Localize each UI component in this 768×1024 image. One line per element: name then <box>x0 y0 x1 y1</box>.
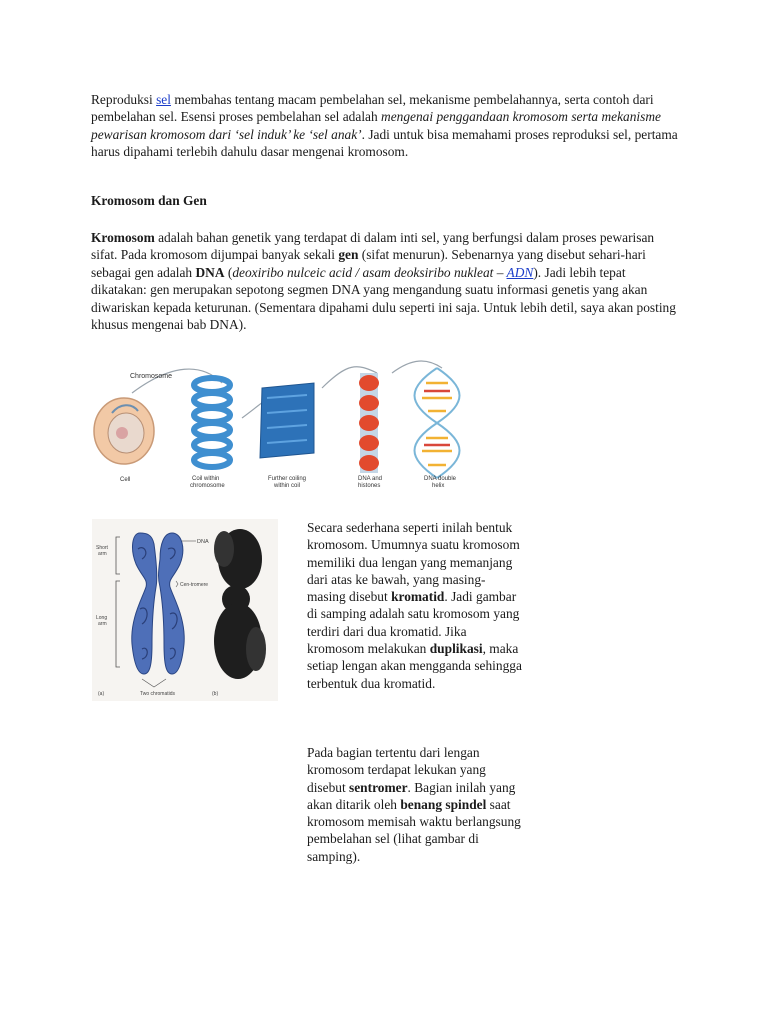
sel-link[interactable]: sel <box>156 92 171 107</box>
caption-coil-2: chromosome <box>190 483 225 489</box>
text: Pada bagian tertentu dari lengan kromosom terdapat lekukan yang disebut <box>307 745 486 795</box>
text: Secara sederhana seperti inilah bentuk kromosom. Umumnya suatu kromosom memiliki dua lengan yang memanjang dari atas ke bawah, yang masing-masing disebut <box>307 520 520 605</box>
italic-text: mengenai penggandaan kromosom serta mekanisme pewarisan kromosom dari ‘sel induk’ ke ‘sel anak’ <box>91 109 661 142</box>
caption-cell: Cell <box>120 477 131 483</box>
short-arm-label-1: Short <box>96 545 108 551</box>
bold-term: duplikasi <box>429 641 483 657</box>
further-coiling-icon <box>260 383 314 458</box>
short-arm-label-2: arm <box>98 551 107 557</box>
text: saat kromosom memisah waktu berlangsung pembelahan sel (lihat gambar di samping). <box>307 796 521 864</box>
cell-icon <box>94 398 154 464</box>
centromere-paragraph <box>307 744 522 865</box>
text: ). Jadi lebih tepat dikatakan: gen merupakan sepotong segmen DNA yang mengandung suatu informasi genetis yang akan diwariskan kepada keturunan. (Sementara dipahami dulu seperti ini saja. Untuk lebih detil, saya akan posting khusus mengenai bab DNA). <box>91 264 676 333</box>
text: (sifat menurun). Sebenarnya yang disebut sehari-hari sebagai gen adalah <box>91 247 646 280</box>
caption-further-2: within coil <box>274 483 301 489</box>
dna-histones-icon <box>359 373 379 473</box>
text: membahas tentang macam pembelahan sel, mekanisme pembelahannya, serta contoh dari pembelahan sel. Esensi proses pembelahan sel adalah <box>91 92 654 125</box>
label-a: (a) <box>98 691 105 697</box>
text: ( <box>224 264 233 280</box>
two-chromatids-label: Two chromatids <box>140 691 176 697</box>
bold-term: DNA <box>195 264 225 280</box>
caption-dna-1: DNA and <box>358 476 383 482</box>
caption-dna-2: histones <box>358 483 381 489</box>
caption-further-1: Further coiling <box>268 476 307 482</box>
coil-icon <box>194 378 230 467</box>
chromosome-label: Chromosome <box>130 373 173 380</box>
adn-link[interactable]: ADN <box>506 264 534 280</box>
centromere-label: Cen-tromere <box>180 582 209 588</box>
text: . Jadi gambar di samping adalah satu kromosom yang terdiri dari dua kromatid. Jika kromosom melakukan <box>307 589 520 657</box>
text: adalah bahan genetik yang terdapat di dalam inti sel, yang berfungsi dalam proses pewarisan sifat. Pada kromosom dijumpai banyak sekali <box>91 230 655 263</box>
italic-text: deoxiribo nulceic acid / asam deoksiribo nukleat – <box>232 264 507 280</box>
caption-coil-1: Coil within <box>192 476 220 482</box>
caption-helix-2: helix <box>432 483 445 489</box>
long-arm-label-1: Long <box>96 615 108 621</box>
bold-term: benang spindel <box>400 796 487 812</box>
bold-term: gen <box>338 247 359 263</box>
chromatid-figure <box>92 519 278 701</box>
chromatid-paragraph <box>307 519 522 692</box>
section-heading: Kromosom dan Gen <box>91 193 207 208</box>
intro-paragraph <box>91 91 681 161</box>
bold-term: sentromer <box>349 779 408 795</box>
dna-label: DNA <box>197 539 209 545</box>
caption-helix-1: DNA double <box>424 476 457 482</box>
long-arm-label-2: arm <box>98 621 107 627</box>
kromosom-paragraph <box>91 229 681 333</box>
label-b: (b) <box>212 691 219 697</box>
text: Reproduksi <box>91 92 157 107</box>
bold-term: kromatid <box>391 589 445 605</box>
chromosome-structure-figure <box>92 353 482 493</box>
text: . Jadi untuk bisa memahami proses reproduksi sel, pertama harus dipahami terlebih dahulu dasar mengenai kromosom. <box>91 126 678 160</box>
bold-term: Kromosom <box>91 230 155 245</box>
text: , maka setiap lengan akan mengganda sehingga terbentuk dua kromatid. <box>307 641 522 691</box>
text: . Bagian inilah yang akan ditarik oleh <box>307 779 516 812</box>
